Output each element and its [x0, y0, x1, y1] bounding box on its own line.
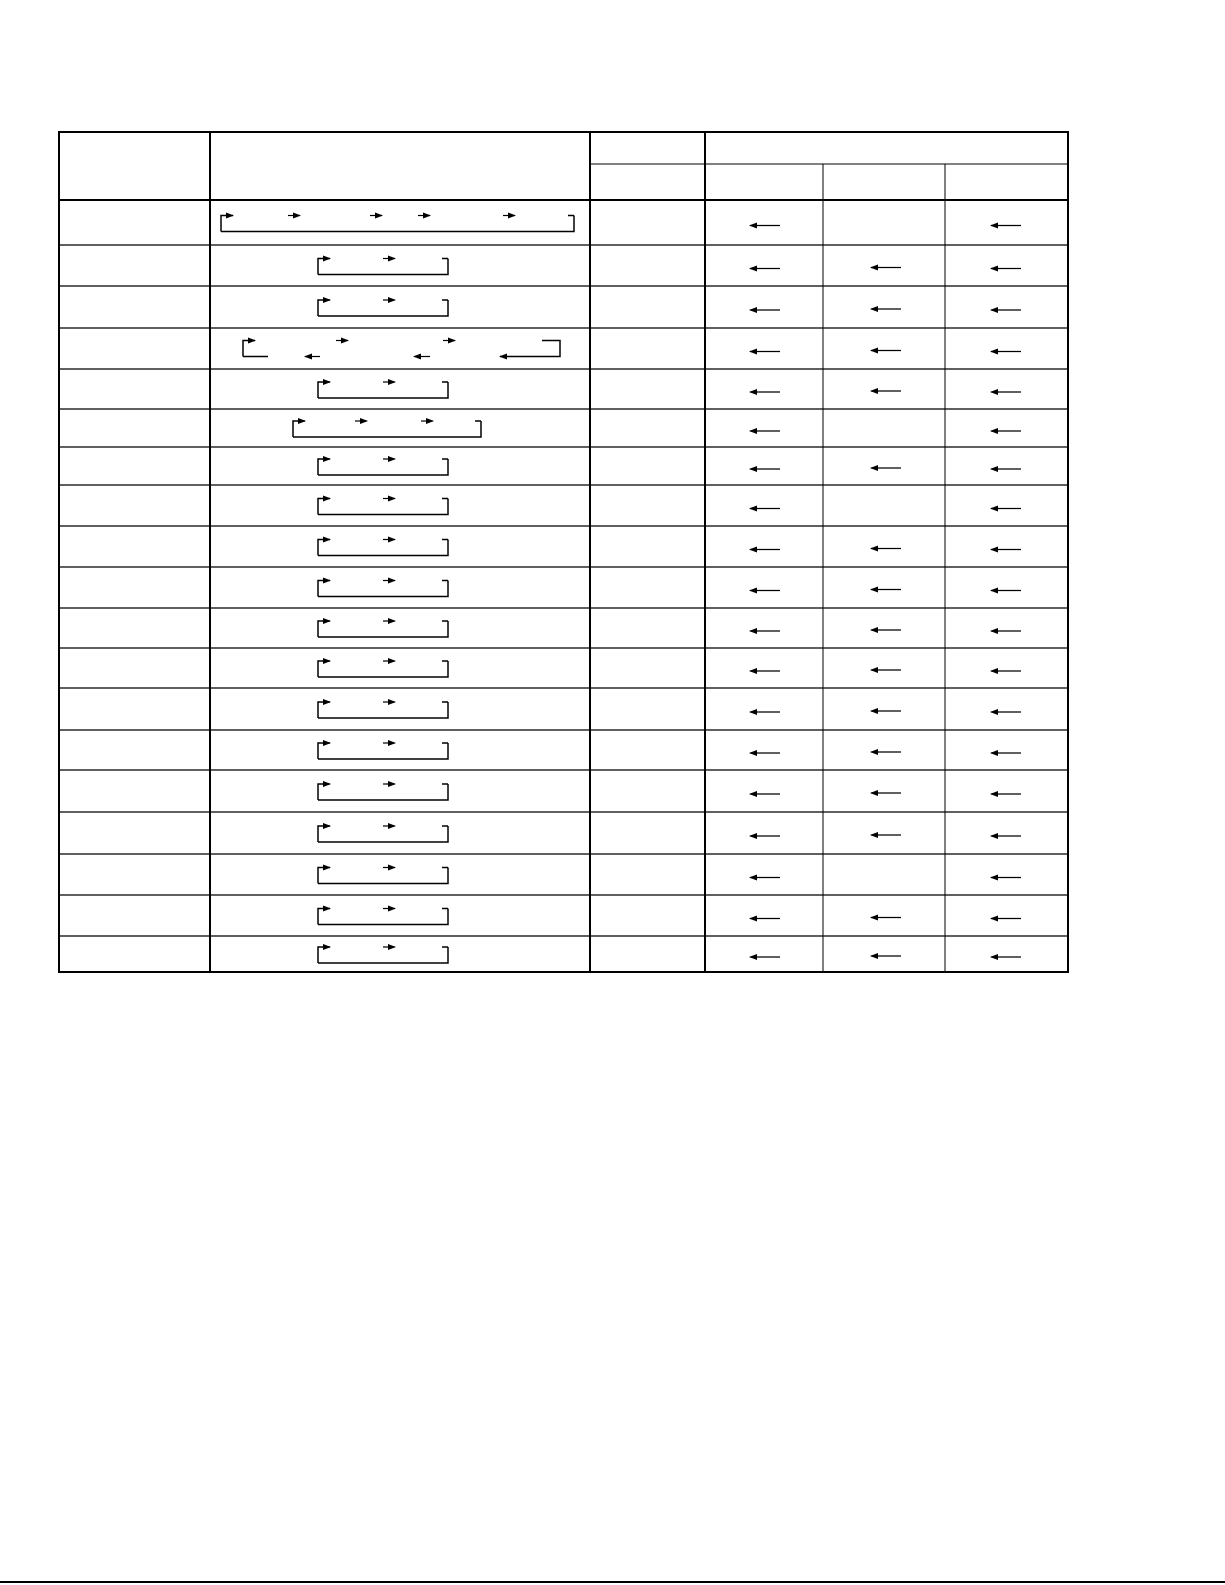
flow-diagram — [318, 661, 448, 677]
table-row — [318, 540, 1021, 556]
loop-start — [318, 826, 330, 842]
loop-return — [318, 909, 448, 925]
table-row — [318, 259, 1021, 275]
loop-start — [318, 300, 330, 316]
loop-start — [318, 621, 330, 637]
loop-return — [293, 421, 481, 437]
table-row — [221, 216, 1021, 232]
loop-return — [318, 382, 448, 398]
loop-start — [318, 868, 330, 884]
table-row — [318, 661, 1021, 677]
loop-return — [318, 661, 448, 677]
flow-diagram — [318, 259, 448, 275]
loop-return — [318, 743, 448, 759]
loop-return — [318, 540, 448, 556]
flow-diagram — [318, 947, 448, 963]
loop-start — [318, 743, 330, 759]
loop-start — [318, 499, 330, 515]
flow-diagram — [318, 459, 448, 475]
loop-return — [318, 581, 448, 597]
flow-diagram — [318, 826, 448, 842]
loop-return — [500, 341, 560, 357]
flow-diagram — [318, 382, 448, 398]
table-row — [293, 421, 1021, 437]
loop-return — [318, 621, 448, 637]
flow-diagram — [243, 341, 560, 357]
loop-return — [318, 947, 448, 963]
loop-return — [318, 826, 448, 842]
flow-diagram — [318, 621, 448, 637]
loop-start — [318, 784, 330, 800]
flow-diagram — [318, 868, 448, 884]
table-row — [318, 947, 1021, 963]
flow-diagram — [318, 300, 448, 316]
table-row — [318, 743, 1021, 759]
loop-start — [221, 216, 233, 232]
table-row — [318, 784, 1021, 800]
table-row — [318, 868, 1021, 884]
loop-start — [318, 259, 330, 275]
table-row — [318, 581, 1021, 597]
loop-start — [293, 421, 305, 437]
table-row — [318, 499, 1021, 515]
table-grid — [59, 132, 1068, 972]
loop-return — [221, 216, 574, 232]
page-bottom-rule — [0, 1581, 1225, 1583]
loop-start — [318, 540, 330, 556]
flow-diagram — [318, 702, 448, 718]
loop-start — [243, 341, 255, 357]
loop-return — [318, 702, 448, 718]
loop-start — [318, 702, 330, 718]
table-row — [243, 341, 1021, 357]
flow-diagram — [293, 421, 481, 437]
flow-diagram — [318, 743, 448, 759]
flow-diagram — [318, 499, 448, 515]
loop-start — [318, 661, 330, 677]
flow-diagram — [318, 540, 448, 556]
loop-return — [318, 868, 448, 884]
table-row — [318, 826, 1021, 842]
table-row — [318, 702, 1021, 718]
flow-diagram — [318, 909, 448, 925]
loop-return — [318, 784, 448, 800]
flow-diagram — [318, 581, 448, 597]
flow-diagram — [318, 784, 448, 800]
loop-return — [318, 459, 448, 475]
loop-return — [318, 259, 448, 275]
table-row — [318, 909, 1021, 925]
flow-diagram — [221, 216, 574, 232]
loop-start — [318, 947, 330, 963]
table-row — [318, 621, 1021, 637]
loop-return — [318, 300, 448, 316]
loop-start — [318, 459, 330, 475]
table-row — [318, 382, 1021, 398]
loop-start — [318, 909, 330, 925]
table-row — [318, 459, 1021, 475]
loop-start — [318, 581, 330, 597]
loop-start — [318, 382, 330, 398]
loop-return — [318, 499, 448, 515]
table-row — [318, 300, 1021, 316]
